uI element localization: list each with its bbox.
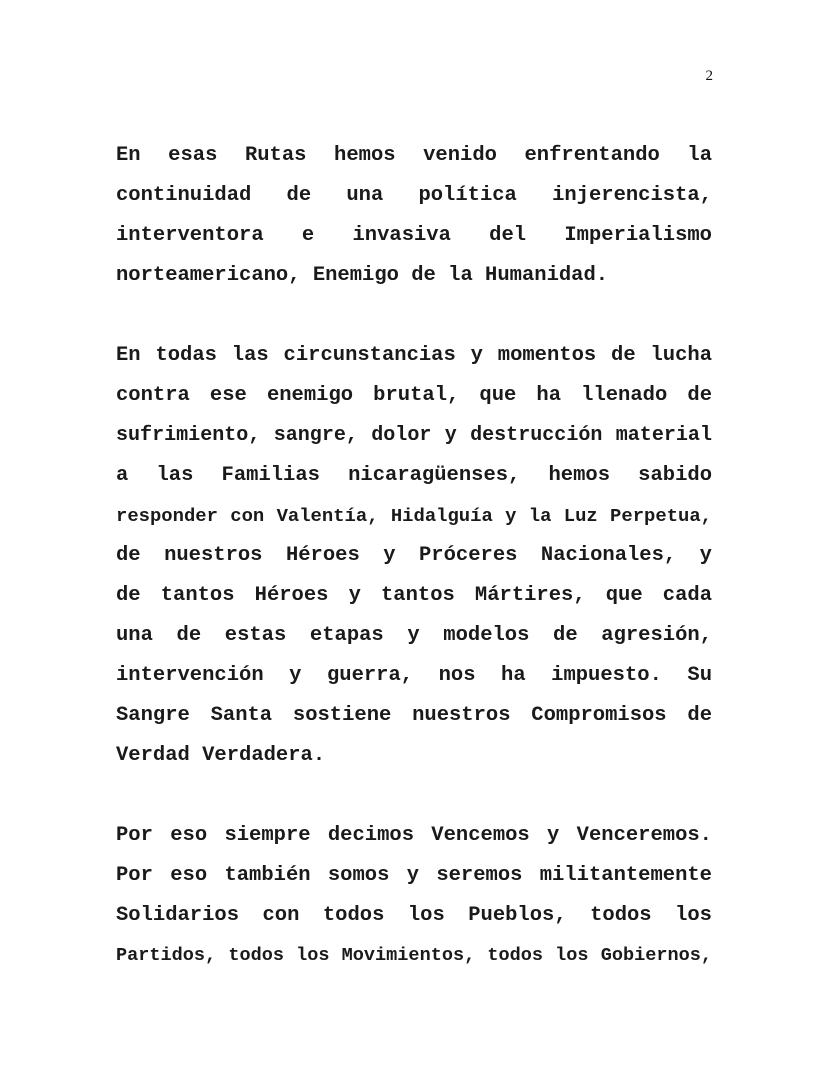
text-line: intervención y guerra, nos ha impuesto. Su [116, 664, 712, 687]
text-line: de tantos Héroes y tantos Mártires, que cada [116, 584, 712, 607]
text-line: Sangre Santa sostiene nuestros Compromisos de [116, 704, 712, 727]
text-line: En esas Rutas hemos venido enfrentando la [116, 144, 712, 167]
text-line: Por eso también somos y seremos militantemente [116, 864, 712, 887]
text-line: continuidad de una política injerencista, [116, 184, 712, 207]
text-line: Verdad Verdadera. [116, 744, 326, 767]
paragraph-1 [116, 136, 712, 296]
text-line: Solidarios con todos los Pueblos, todos los [116, 904, 712, 927]
text-line: interventora e invasiva del Imperialismo [116, 224, 712, 247]
text-line: norteamericano, Enemigo de la Humanidad. [116, 264, 609, 287]
text-line: responder con Valentía, Hidalguía y la Luz Perpetua, [116, 505, 712, 527]
paragraph-3 [116, 816, 712, 976]
text-line: a las Familias nicaragüenses, hemos sabido [116, 464, 712, 487]
text-line: Partidos, todos los Movimientos, todos los Gobiernos, [116, 945, 712, 966]
text-line: Por eso siempre decimos Vencemos y Venceremos. [116, 824, 712, 847]
text-line: de nuestros Héroes y Próceres Nacionales, y [116, 544, 712, 567]
page-number: 2 [705, 68, 713, 84]
document-body [116, 136, 712, 1016]
paragraph-2 [116, 336, 712, 776]
text-line: una de estas etapas y modelos de agresión, [116, 624, 712, 647]
text-line: En todas las circunstancias y momentos de lucha [116, 344, 712, 367]
text-line: contra ese enemigo brutal, que ha llenado de [116, 384, 712, 407]
text-line: sufrimiento, sangre, dolor y destrucción material [116, 424, 712, 447]
